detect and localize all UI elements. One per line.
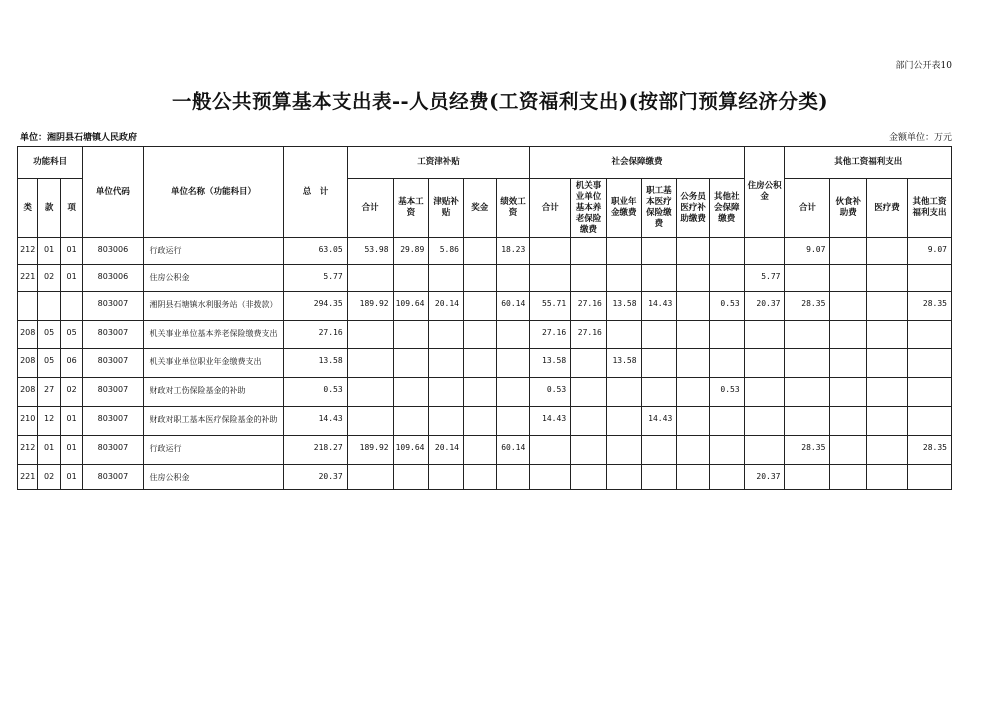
- unit-label: 单位：湘阴县石塘镇人民政府: [20, 133, 138, 143]
- cell-med-fee: [867, 292, 908, 321]
- bonus-header: 奖金: [463, 179, 496, 238]
- cell-civil: [677, 465, 710, 490]
- cell-annuity: 13.58: [606, 349, 641, 378]
- cell-perf: [496, 265, 530, 292]
- cell-food: [830, 349, 867, 378]
- cell-lei: 208: [18, 321, 38, 349]
- cell-food: [830, 436, 867, 465]
- cell-housing: [744, 321, 785, 349]
- cell-kuan: 02: [38, 465, 60, 490]
- cell-basic: 29.89: [393, 238, 429, 265]
- cell-name: 机关事业单位基本养老保险缴费支出: [143, 321, 284, 349]
- cell-soc-total: [530, 436, 571, 465]
- table-row: [18, 238, 952, 265]
- cell-xiang: 06: [60, 349, 82, 378]
- cell-pension: [571, 238, 607, 265]
- table-row: [18, 378, 952, 407]
- cell-wage-total: [347, 349, 393, 378]
- cell-allowance: 20.14: [429, 436, 464, 465]
- cell-total: 63.05: [284, 238, 347, 265]
- cell-oth-welfare: [907, 378, 951, 407]
- cell-perf: 60.14: [496, 436, 530, 465]
- cell-code: 803007: [83, 465, 143, 490]
- cell-kuan: 12: [38, 407, 60, 436]
- cell-xiang: 01: [60, 238, 82, 265]
- performance-header: 绩效工资: [496, 179, 530, 238]
- cell-med-fee: [867, 436, 908, 465]
- cell-total: 20.37: [284, 465, 347, 490]
- cell-allowance: [429, 265, 464, 292]
- cell-xiang: 02: [60, 378, 82, 407]
- cell-kuan: 27: [38, 378, 60, 407]
- cell-housing: [744, 407, 785, 436]
- cell-food: [830, 321, 867, 349]
- cell-lei: 210: [18, 407, 38, 436]
- cell-annuity: [606, 321, 641, 349]
- cell-soc-total: 27.16: [530, 321, 571, 349]
- cell-name: 行政运行: [143, 436, 284, 465]
- cell-xiang: 01: [60, 265, 82, 292]
- cell-med-fee: [867, 378, 908, 407]
- table-row: [18, 265, 952, 292]
- cell-other-soc: [709, 265, 744, 292]
- cell-code: 803007: [83, 378, 143, 407]
- housing-header: 住房公积金: [744, 147, 785, 238]
- cell-basic: [393, 321, 429, 349]
- cell-code: 803007: [83, 436, 143, 465]
- cell-wage-total: [347, 265, 393, 292]
- food-header: 伙食补助费: [830, 179, 867, 238]
- kuan-header: 款: [38, 179, 60, 238]
- cell-basic: [393, 378, 429, 407]
- cell-lei: 221: [18, 465, 38, 490]
- cell-pension: [571, 436, 607, 465]
- cell-basic: 109.64: [393, 436, 429, 465]
- cell-food: [830, 378, 867, 407]
- cell-code: 803007: [83, 292, 143, 321]
- cell-total: 13.58: [284, 349, 347, 378]
- cell-medical: 14.43: [641, 407, 677, 436]
- cell-other-soc: 0.53: [709, 292, 744, 321]
- table-row: [18, 407, 952, 436]
- cell-allowance: [429, 407, 464, 436]
- cell-name: 机关事业单位职业年金缴费支出: [143, 349, 284, 378]
- cell-pension: [571, 465, 607, 490]
- cell-oth-total: [785, 321, 830, 349]
- cell-civil: [677, 238, 710, 265]
- cell-allowance: [429, 349, 464, 378]
- other-welfare-header: 其他工资福利支出: [907, 179, 951, 238]
- cell-perf: [496, 407, 530, 436]
- cell-bonus: [463, 238, 496, 265]
- table-row: [18, 465, 952, 490]
- cell-oth-welfare: 9.07: [907, 238, 951, 265]
- page-title: 一般公共预算基本支出表--人员经费(工资福利支出)(按部门预算经济分类): [171, 90, 829, 113]
- budget-table: [17, 146, 952, 490]
- cell-medical: [641, 436, 677, 465]
- cell-food: [830, 238, 867, 265]
- cell-code: 803007: [83, 407, 143, 436]
- annuity-header: 职业年金缴费: [606, 179, 641, 238]
- cell-perf: 60.14: [496, 292, 530, 321]
- cell-annuity: [606, 238, 641, 265]
- cell-xiang: 05: [60, 321, 82, 349]
- cell-name: 湘阴县石塘镇水利服务站（非拨款）: [143, 292, 284, 321]
- cell-medical: [641, 349, 677, 378]
- pension-header: 机关事业单位基本养老保险缴费: [571, 179, 607, 238]
- cell-code: 803006: [83, 238, 143, 265]
- func-subject-header: 功能科目: [18, 147, 83, 179]
- table-row: [18, 321, 952, 349]
- cell-total: 27.16: [284, 321, 347, 349]
- cell-medical: [641, 465, 677, 490]
- cell-soc-total: 14.43: [530, 407, 571, 436]
- cell-soc-total: 55.71: [530, 292, 571, 321]
- cell-name: 财政对工伤保险基金的补助: [143, 378, 284, 407]
- cell-kuan: [38, 292, 60, 321]
- cell-oth-welfare: [907, 321, 951, 349]
- cell-total: 218.27: [284, 436, 347, 465]
- cell-medical: [641, 238, 677, 265]
- cell-name: 住房公积金: [143, 265, 284, 292]
- cell-other-soc: [709, 349, 744, 378]
- cell-perf: [496, 378, 530, 407]
- cell-oth-welfare: 28.35: [907, 436, 951, 465]
- cell-med-fee: [867, 265, 908, 292]
- cell-wage-total: [347, 465, 393, 490]
- cell-perf: 18.23: [496, 238, 530, 265]
- cell-annuity: [606, 378, 641, 407]
- cell-food: [830, 465, 867, 490]
- cell-wage-total: 189.92: [347, 292, 393, 321]
- cell-oth-welfare: 28.35: [907, 292, 951, 321]
- cell-oth-total: 28.35: [785, 292, 830, 321]
- cell-other-soc: [709, 436, 744, 465]
- cell-civil: [677, 378, 710, 407]
- cell-oth-welfare: [907, 465, 951, 490]
- cell-medical: [641, 321, 677, 349]
- total-header: 总 计: [284, 147, 347, 238]
- cell-med-fee: [867, 407, 908, 436]
- cell-other-soc: 0.53: [709, 378, 744, 407]
- cell-civil: [677, 349, 710, 378]
- cell-allowance: 5.86: [429, 238, 464, 265]
- cell-basic: [393, 407, 429, 436]
- social-group-header: 社会保障缴费: [530, 147, 744, 179]
- cell-lei: 221: [18, 265, 38, 292]
- cell-soc-total: 13.58: [530, 349, 571, 378]
- cell-civil: [677, 292, 710, 321]
- cell-housing: 5.77: [744, 265, 785, 292]
- cell-oth-total: [785, 407, 830, 436]
- medical-header: 职工基本医疗保险缴费: [641, 179, 677, 238]
- cell-pension: [571, 378, 607, 407]
- cell-oth-total: [785, 349, 830, 378]
- table-row: [18, 436, 952, 465]
- cell-code: 803007: [83, 349, 143, 378]
- civil-medical-header: 公务员医疗补助缴费: [677, 179, 710, 238]
- cell-soc-total: 0.53: [530, 378, 571, 407]
- cell-civil: [677, 436, 710, 465]
- cell-annuity: 13.58: [606, 292, 641, 321]
- cell-other-soc: [709, 465, 744, 490]
- cell-lei: 208: [18, 349, 38, 378]
- cell-allowance: [429, 465, 464, 490]
- cell-oth-total: [785, 265, 830, 292]
- other-total-header: 合计: [785, 179, 830, 238]
- cell-total: 14.43: [284, 407, 347, 436]
- cell-xiang: 01: [60, 436, 82, 465]
- cell-bonus: [463, 378, 496, 407]
- cell-other-soc: [709, 321, 744, 349]
- cell-bonus: [463, 407, 496, 436]
- amount-unit-label: 金额单位：万元: [888, 133, 952, 143]
- cell-pension: 27.16: [571, 321, 607, 349]
- cell-annuity: [606, 436, 641, 465]
- cell-kuan: 01: [38, 436, 60, 465]
- cell-annuity: [606, 407, 641, 436]
- cell-food: [830, 265, 867, 292]
- unit-code-header: 单位代码: [83, 147, 143, 238]
- cell-oth-total: [785, 465, 830, 490]
- cell-med-fee: [867, 238, 908, 265]
- allowance-header: 津贴补贴: [429, 179, 464, 238]
- other-group-header: 其他工资福利支出: [785, 147, 952, 179]
- cell-pension: 27.16: [571, 292, 607, 321]
- cell-oth-total: 9.07: [785, 238, 830, 265]
- basic-wage-header: 基本工资: [393, 179, 429, 238]
- cell-xiang: 01: [60, 407, 82, 436]
- cell-code: 803006: [83, 265, 143, 292]
- cell-allowance: [429, 378, 464, 407]
- cell-soc-total: [530, 238, 571, 265]
- cell-basic: [393, 465, 429, 490]
- cell-wage-total: 53.98: [347, 238, 393, 265]
- cell-oth-welfare: [907, 265, 951, 292]
- cell-name: 行政运行: [143, 238, 284, 265]
- cell-soc-total: [530, 465, 571, 490]
- cell-allowance: 20.14: [429, 292, 464, 321]
- cell-housing: [744, 378, 785, 407]
- cell-pension: [571, 407, 607, 436]
- cell-basic: 109.64: [393, 292, 429, 321]
- cell-med-fee: [867, 321, 908, 349]
- cell-med-fee: [867, 465, 908, 490]
- cell-lei: 208: [18, 378, 38, 407]
- cell-kuan: 01: [38, 238, 60, 265]
- lei-header: 类: [18, 179, 38, 238]
- cell-oth-total: 28.35: [785, 436, 830, 465]
- table-row: [18, 349, 952, 378]
- cell-civil: [677, 265, 710, 292]
- cell-civil: [677, 321, 710, 349]
- cell-xiang: [60, 292, 82, 321]
- cell-lei: 212: [18, 238, 38, 265]
- cell-kuan: 02: [38, 265, 60, 292]
- cell-name: 财政对职工基本医疗保险基金的补助: [143, 407, 284, 436]
- cell-food: [830, 407, 867, 436]
- cell-pension: [571, 349, 607, 378]
- cell-oth-total: [785, 378, 830, 407]
- cell-housing: [744, 349, 785, 378]
- wage-total-header: 合计: [347, 179, 393, 238]
- cell-other-soc: [709, 238, 744, 265]
- cell-bonus: [463, 321, 496, 349]
- cell-basic: [393, 265, 429, 292]
- cell-med-fee: [867, 349, 908, 378]
- xiang-header: 项: [60, 179, 82, 238]
- cell-total: 5.77: [284, 265, 347, 292]
- cell-lei: 212: [18, 436, 38, 465]
- cell-total: 294.35: [284, 292, 347, 321]
- cell-wage-total: 189.92: [347, 436, 393, 465]
- cell-bonus: [463, 436, 496, 465]
- cell-civil: [677, 407, 710, 436]
- cell-medical: [641, 265, 677, 292]
- cell-wage-total: [347, 407, 393, 436]
- cell-wage-total: [347, 378, 393, 407]
- medical-fee-header: 医疗费: [867, 179, 908, 238]
- cell-perf: [496, 349, 530, 378]
- other-social-header: 其他社会保障缴费: [709, 179, 744, 238]
- cell-soc-total: [530, 265, 571, 292]
- cell-annuity: [606, 265, 641, 292]
- cell-medical: 14.43: [641, 292, 677, 321]
- cell-lei: [18, 292, 38, 321]
- cell-perf: [496, 321, 530, 349]
- cell-code: 803007: [83, 321, 143, 349]
- cell-kuan: 05: [38, 321, 60, 349]
- cell-annuity: [606, 465, 641, 490]
- cell-kuan: 05: [38, 349, 60, 378]
- cell-basic: [393, 349, 429, 378]
- cell-oth-welfare: [907, 349, 951, 378]
- cell-bonus: [463, 349, 496, 378]
- cell-medical: [641, 378, 677, 407]
- unit-name-header: 单位名称（功能科目）: [143, 147, 284, 238]
- cell-name: 住房公积金: [143, 465, 284, 490]
- cell-oth-welfare: [907, 407, 951, 436]
- cell-housing: [744, 436, 785, 465]
- social-total-header: 合计: [530, 179, 571, 238]
- page-label: 部门公开表10: [895, 61, 952, 71]
- cell-housing: 20.37: [744, 292, 785, 321]
- cell-wage-total: [347, 321, 393, 349]
- cell-allowance: [429, 321, 464, 349]
- cell-housing: [744, 238, 785, 265]
- cell-pension: [571, 265, 607, 292]
- cell-bonus: [463, 265, 496, 292]
- wage-group-header: 工资津补贴: [347, 147, 530, 179]
- cell-food: [830, 292, 867, 321]
- cell-other-soc: [709, 407, 744, 436]
- table-row: [18, 292, 952, 321]
- cell-xiang: 01: [60, 465, 82, 490]
- cell-bonus: [463, 292, 496, 321]
- cell-housing: 20.37: [744, 465, 785, 490]
- cell-perf: [496, 465, 530, 490]
- cell-bonus: [463, 465, 496, 490]
- cell-total: 0.53: [284, 378, 347, 407]
